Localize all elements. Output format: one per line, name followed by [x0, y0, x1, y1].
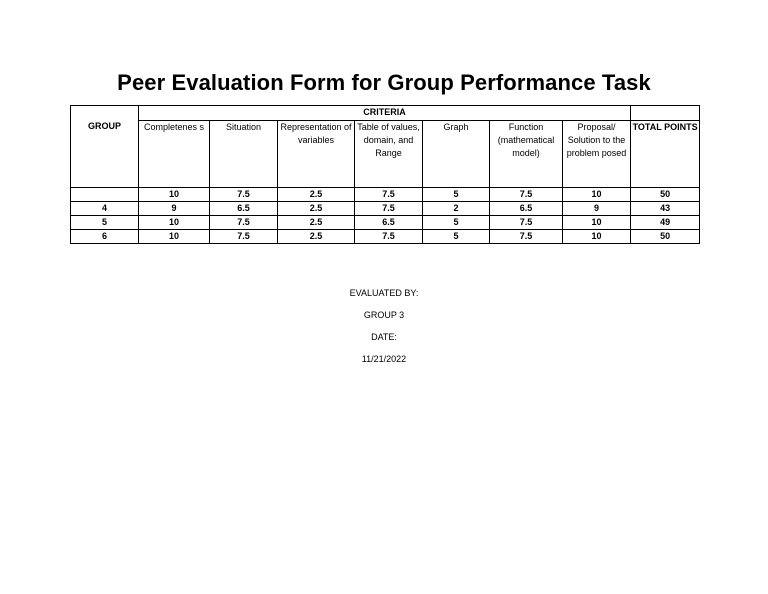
- evaluator-name: GROUP 3: [363, 310, 405, 320]
- table-cell: 2.5: [278, 216, 355, 230]
- table-cell: 7.5: [210, 188, 278, 202]
- table-cell: 10: [563, 216, 631, 230]
- group-cell: 6: [71, 230, 139, 244]
- table-cell: 7.5: [490, 188, 563, 202]
- evaluation-footer: [0, 286, 768, 374]
- column-header-table-of-values: Table of values, domain, and Range: [355, 121, 423, 188]
- date-label: DATE:: [371, 332, 397, 342]
- table-cell: 10: [563, 230, 631, 244]
- table-cell: 6.5: [210, 202, 278, 216]
- criteria-header: CRITERIA: [139, 106, 631, 121]
- column-header-graph: Graph: [423, 121, 490, 188]
- table-cell-total: 50: [631, 188, 700, 202]
- table-cell: 10: [139, 230, 210, 244]
- table-cell: 7.5: [355, 202, 423, 216]
- table-cell: 10: [139, 216, 210, 230]
- table-cell: 7.5: [210, 216, 278, 230]
- table-cell: 5: [423, 230, 490, 244]
- table-cell-total: 49: [631, 216, 700, 230]
- table-cell: 7.5: [490, 216, 563, 230]
- table-row: [71, 230, 700, 244]
- total-header-spacer: [631, 106, 700, 121]
- evaluated-by-label: EVALUATED BY:: [349, 288, 419, 298]
- table-cell: 9: [139, 202, 210, 216]
- table-cell: 7.5: [210, 230, 278, 244]
- table-cell: 10: [563, 188, 631, 202]
- table-cell: 2.5: [278, 188, 355, 202]
- max-points-group-cell: [71, 188, 139, 202]
- table-row: [71, 202, 700, 216]
- table-cell-total: 50: [631, 230, 700, 244]
- evaluation-date: 11/21/2022: [361, 354, 407, 364]
- column-header-completeness: Completenes s: [139, 121, 210, 188]
- table-cell: 6.5: [355, 216, 423, 230]
- column-header-representation: Representation of variables: [278, 121, 355, 188]
- table-cell: 7.5: [490, 230, 563, 244]
- table-cell-total: 43: [631, 202, 700, 216]
- column-header-function: Function (mathematical model): [490, 121, 563, 188]
- group-cell: 4: [71, 202, 139, 216]
- table-cell: 7.5: [355, 230, 423, 244]
- table-cell: 2.5: [278, 230, 355, 244]
- column-header-total: TOTAL POINTS: [631, 121, 700, 188]
- table-cell: 7.5: [355, 188, 423, 202]
- table-row: [71, 216, 700, 230]
- group-cell: 5: [71, 216, 139, 230]
- criteria-header-row: [71, 106, 700, 121]
- group-column-header: GROUP: [71, 106, 139, 188]
- table-cell: 2.5: [278, 202, 355, 216]
- table-cell: 5: [423, 188, 490, 202]
- max-points-row: [71, 188, 700, 202]
- table-cell: 6.5: [490, 202, 563, 216]
- table-cell: 10: [139, 188, 210, 202]
- page-title: Peer Evaluation Form for Group Performance Task: [117, 70, 651, 95]
- column-header-proposal: Proposal/ Solution to the problem posed: [563, 121, 631, 188]
- table-cell: 9: [563, 202, 631, 216]
- column-header-situation: Situation: [210, 121, 278, 188]
- column-header-row: [71, 121, 700, 188]
- peer-evaluation-table: [70, 105, 700, 244]
- table-cell: 2: [423, 202, 490, 216]
- table-cell: 5: [423, 216, 490, 230]
